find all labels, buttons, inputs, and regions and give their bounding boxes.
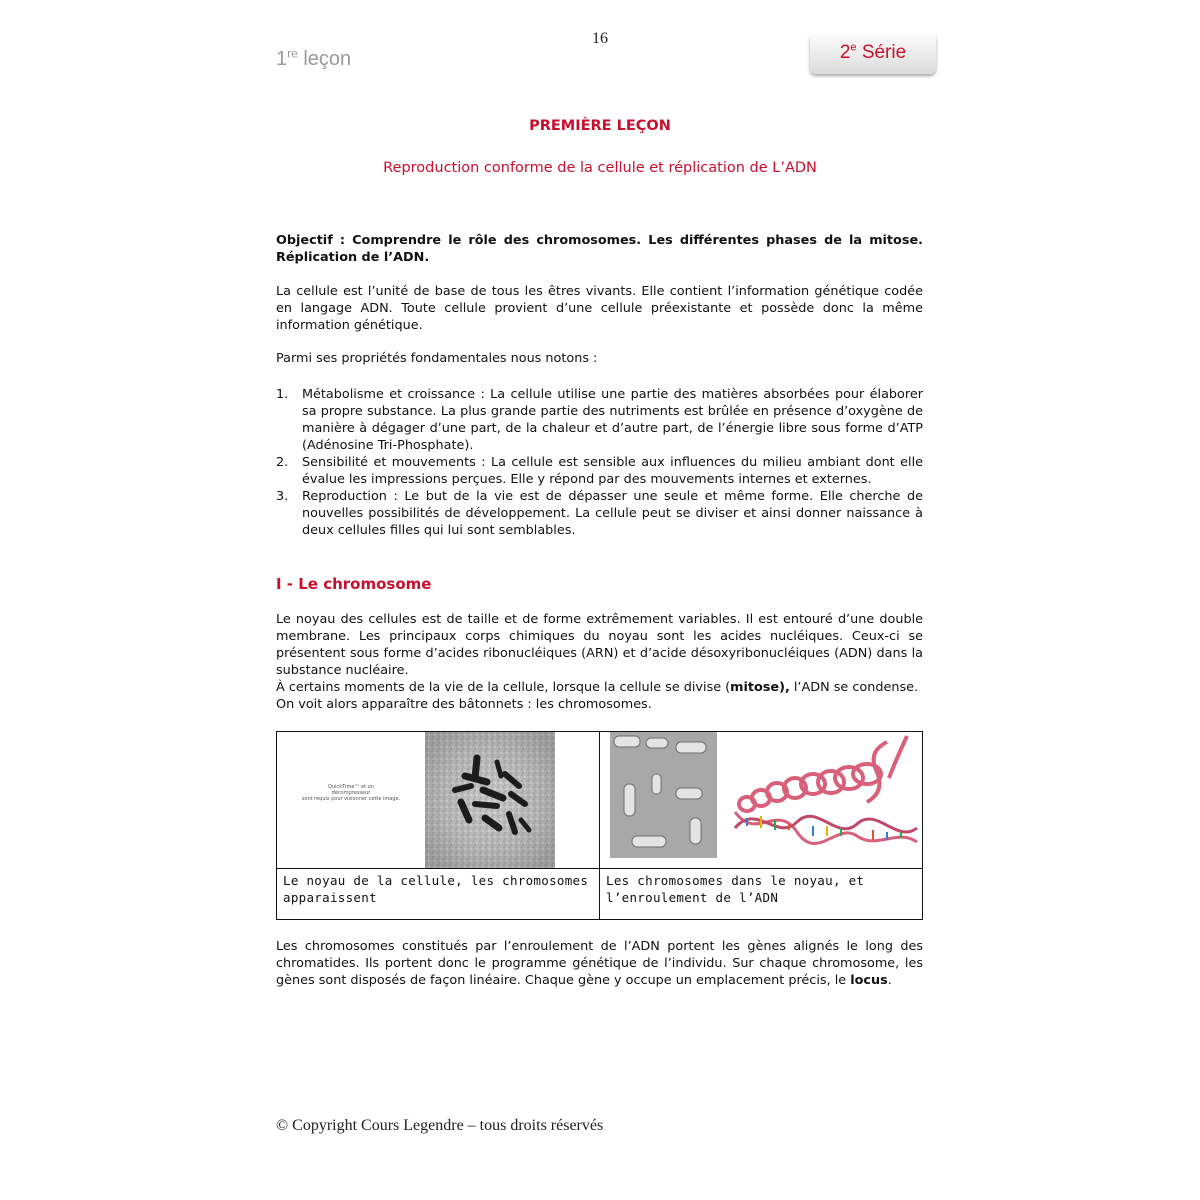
list-item xyxy=(276,386,923,454)
chromosome-micrograph xyxy=(425,732,555,868)
caption-nucleus: Le noyau de la cellule, les chromosomes apparaissent xyxy=(277,868,599,919)
series-number: 2 xyxy=(839,42,851,63)
section-heading: I - Le chromosome xyxy=(276,575,432,593)
genes-text-a: Les chromosomes constitués par l’enroulement de l’ADN portent les gènes alignés le long des chromatides. Ils portent donc le programme génétique de l’individu. Sur chaque chromosome, les gènes sont disposés de façon linéaire. Chaque gène y occupe un emplacement précis, le xyxy=(276,939,923,988)
figure-table xyxy=(276,731,923,920)
genes-paragraph xyxy=(276,938,923,989)
series-suffix: e xyxy=(850,41,857,54)
series-word: Série xyxy=(861,42,907,63)
dna-coil-illustration xyxy=(717,732,923,866)
caption-dna: Les chromosomes dans le noyau, et l’enroulement de l’ADN xyxy=(599,868,922,919)
intro-paragraph: La cellule est l’unité de base de tous les êtres vivants. Elle contient l’information génétique codée en langage ADN. Toute cellule provient d’une cellule préexistante et possède donc la même information génétique. xyxy=(276,284,923,333)
list-item-text: Sensibilité et mouvements : La cellule est sensible aux influences du milieu ambiant dont elle évalue les impressions perçues. Elle y répond par des mouvements internes et externes. xyxy=(302,455,923,487)
lesson-label-suffix: re xyxy=(287,46,298,61)
lesson-label-word: leçon xyxy=(303,48,352,70)
mitose-term: mitose), xyxy=(730,680,790,695)
quicktime-line: QuickTime™ et un xyxy=(328,784,374,790)
p2-text-a: À certains moments de la vie de la cellule, lorsque la cellule se divise ( xyxy=(276,680,731,695)
list-item xyxy=(276,454,923,488)
chromosome-sem-image xyxy=(610,732,717,858)
properties-list xyxy=(276,386,923,539)
quicktime-placeholder-note xyxy=(277,784,425,802)
list-item-text: Reproduction : Le but de la vie est de dépasser une seule et même forme. Elle cherche de nouvelles possibilités de développement. La cellule peut se diviser et ainsi donner naissance à deux cellules filles qui lui sont semblables. xyxy=(302,489,923,538)
chromosome-text xyxy=(276,611,923,713)
quicktime-line: décompresseur xyxy=(331,790,371,796)
properties-intro: Parmi ses propriétés fondamentales nous notons : xyxy=(276,351,598,366)
lesson-label-number: 1 xyxy=(276,48,288,70)
copyright-footer: © Copyright Cours Legendre – tous droits réservés xyxy=(276,1117,604,1134)
page-title: PREMIÈRE LEÇON xyxy=(529,118,671,134)
chromosome-paragraph-3: On voit alors apparaître des bâtonnets : les chromosomes. xyxy=(276,697,652,712)
list-item-number: 3. xyxy=(276,489,289,504)
list-item-text: Métabolisme et croissance : La cellule utilise une partie des matières absorbées pour élaborer sa propre substance. La plus grande partie des nutriments est brûlée en présence d’oxygène de manière à dégager d’une part, de la chaleur et d’autre part, de l’énergie libre sous forme d’ATP (Adénosine Tri-Phosphate). xyxy=(302,387,923,453)
page-subtitle: Reproduction conforme de la cellule et réplication de L’ADN xyxy=(383,160,817,176)
p2-text-b: l’ADN se condense. xyxy=(789,680,919,695)
figure-cell-dna xyxy=(599,732,922,868)
chromosome-paragraph-1: Le noyau des cellules est de taille et de forme extrêmement variables. Il est entouré d’une double membrane. Les principaux corps chimiques du noyau sont les acides nucléiques. Ceux-ci se présentent sous forme d’acides ribonucléiques (ARN) et d’acide désoxyribonucléiques (ADN) dans la substance nucléaire. xyxy=(276,612,923,678)
series-tab xyxy=(810,34,936,74)
page-number: 16 xyxy=(592,30,608,47)
list-item-number: 1. xyxy=(276,387,289,402)
locus-term: locus xyxy=(850,973,888,988)
list-item-number: 2. xyxy=(276,455,289,470)
list-item xyxy=(276,488,923,539)
figure-cell-nucleus xyxy=(277,732,599,868)
genes-text-b: . xyxy=(887,973,892,988)
quicktime-line: sont requis pour visionner cette image. xyxy=(301,796,401,802)
lesson-label xyxy=(276,48,351,71)
chromosome-paragraph-2 xyxy=(276,679,923,696)
objective-paragraph: Objectif : Comprendre le rôle des chromosomes. Les différentes phases de la mitose. Réplication de l’ADN. xyxy=(276,233,923,265)
